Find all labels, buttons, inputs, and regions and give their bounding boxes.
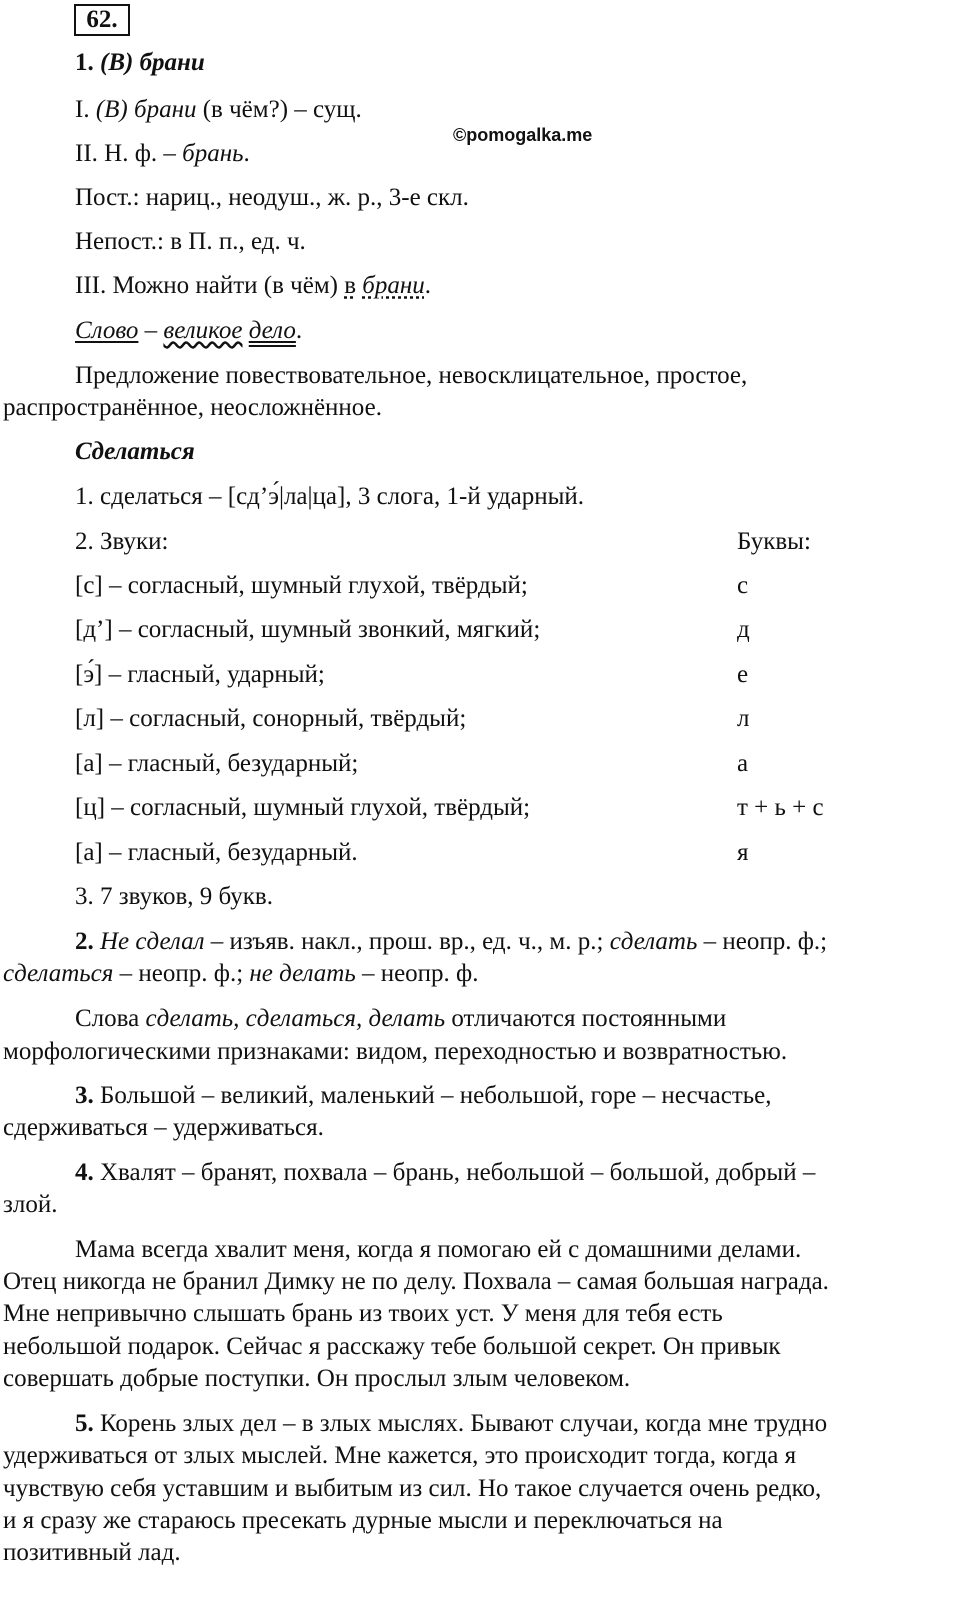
section5-line-1 [75, 1409, 827, 1439]
phonetic-heading [75, 437, 195, 467]
section3-line-1 [75, 1081, 772, 1111]
section4-text: Хвалят – бранят, похвала – брань, небольшой – большой, добрый – [93, 1159, 816, 1186]
section5-number: 5. [75, 1410, 94, 1437]
section2-word-1: Не сделал [100, 928, 205, 955]
sound-row: [л] – согласный, сонорный, твёрдый; [75, 705, 467, 732]
letter-cell: а [737, 750, 749, 777]
morph-line-1-prefix: I. [75, 96, 96, 123]
section2-paragraph-line-1 [75, 1004, 726, 1034]
section3-number: 3. [75, 1082, 94, 1109]
section2-paragraph-words: сделать, сделаться, делать [145, 1005, 446, 1032]
section2-word-3: сделаться [3, 960, 114, 987]
section2-paragraph-prefix: Слова [75, 1005, 146, 1032]
section2-number: 2. [75, 928, 94, 955]
phonetic-line-1: 1. сделаться – [сд’э́|ла|ца], 3 слога, 1-й ударный. [75, 483, 585, 510]
morph-line-1-suffix: (в чём?) – сущ. [196, 96, 362, 123]
section2-paragraph-suffix: отличаются постоянными [445, 1005, 727, 1032]
morph-line-2-prefix: II. Н. ф. – [75, 140, 183, 167]
sound-row: [а] – гласный, безударный; [75, 750, 359, 777]
morph-line-5-word: брани [362, 272, 425, 299]
section4-line-1 [75, 1158, 815, 1188]
section4-paragraph-line: Отец никогда не бранил Димку не по делу. Похвала – самая большая награда. [3, 1268, 829, 1295]
watermark: ©pomogalka.me [453, 125, 593, 145]
section2-line-1 [75, 927, 827, 957]
section1-heading-word: (В) брани [100, 49, 205, 76]
section4-line-2: злой. [3, 1191, 58, 1218]
morph-line-3: Пост.: нариц., неодуш., ж. р., 3-е скл. [75, 184, 469, 211]
parsed-sentence [75, 316, 302, 346]
section2-text-1: – изъяв. накл., прош. вр., ед. ч., м. р.; [204, 928, 610, 955]
sound-row: [с] – согласный, шумный глухой, твёрдый; [75, 572, 528, 599]
section5-line: и я сразу же стараюсь пресекать дурные мысли и переключаться на [3, 1507, 723, 1534]
section5-line: чувствую себя уставшим и выбитым из сил. Но такое случается очень редко, [3, 1475, 822, 1502]
section5-line: позитивный лад. [3, 1539, 181, 1566]
morph-line-5-preposition: в [344, 272, 357, 299]
sentence-dash: – [138, 317, 164, 344]
section4-number: 4. [75, 1159, 94, 1186]
exercise-number: 62. [74, 4, 130, 36]
sentence-predicate: дело [248, 317, 296, 344]
section1-number: 1. [75, 49, 94, 76]
section5-line: удерживаться от злых мыслей. Мне кажется, это происходит тогда, когда я [3, 1442, 797, 1469]
letter-cell: д [737, 616, 750, 643]
section2-text-2: – неопр. ф.; [697, 928, 828, 955]
sound-row: [э́] – гласный, ударный; [75, 661, 325, 688]
section4-paragraph-line: Мама всегда хвалит меня, когда я помогаю ей с домашними делами. [75, 1236, 802, 1263]
sound-row: [ц] – согласный, шумный глухой, твёрдый; [75, 794, 531, 821]
section3-text: Большой – великий, маленький – небольшой, горе – несчастье, [93, 1082, 772, 1109]
section2-line-2 [3, 959, 479, 989]
sentence-subject: Слово [75, 317, 139, 344]
section3-line-2: сдерживаться – удерживаться. [3, 1114, 324, 1141]
sentence-description-line-1: Предложение повествовательное, невосклицательное, простое, [75, 362, 748, 389]
section4-paragraph-line: Мне непривычно слышать брань из твоих уст. У меня для тебя есть [3, 1300, 723, 1327]
morph-line-5-prefix: III. Можно найти (в чём) [75, 272, 345, 299]
morph-line-1-word: (В) брани [95, 96, 197, 123]
morph-line-2-word: брань [182, 140, 244, 167]
section2-word-4: не делать [249, 960, 356, 987]
sounds-label: 2. Звуки: [75, 528, 169, 555]
morph-line-4: Непост.: в П. п., ед. ч. [75, 228, 306, 255]
section1-heading [75, 48, 205, 78]
letters-label: Буквы: [737, 528, 811, 555]
section2-word-2: сделать [609, 928, 698, 955]
sound-row: [а] – гласный, безударный. [75, 839, 358, 866]
section4-paragraph-line: совершать добрые поступки. Он прослыл злым человеком. [3, 1365, 631, 1392]
morph-line-2 [75, 139, 250, 169]
morph-line-2-suffix: . [243, 140, 250, 167]
sound-row: [д’] – согласный, шумный звонкий, мягкий; [75, 616, 541, 643]
section2-paragraph-line-2: морфологическими признаками: видом, переходностью и возвратностью. [3, 1038, 788, 1065]
section2-text-3: – неопр. ф.; [113, 960, 250, 987]
section2-text-4: – неопр. ф. [355, 960, 479, 987]
letter-cell: с [737, 572, 749, 599]
letter-cell: я [737, 839, 749, 866]
letter-cell: т + ь + с [737, 794, 824, 821]
sentence-period: . [295, 317, 303, 344]
morph-line-5 [75, 271, 431, 301]
morph-line-5-suffix: . [424, 272, 432, 299]
sentence-description-line-2: распространённое, неосложнённое. [3, 394, 382, 421]
phonetic-heading-word: Сделаться [75, 438, 195, 465]
letter-cell: л [737, 705, 750, 732]
section5-text: Корень злых дел – в злых мыслях. Бывают случаи, когда мне трудно [93, 1410, 828, 1437]
sentence-attribute: великое [163, 317, 243, 344]
letter-cell: е [737, 661, 749, 688]
phonetic-total: 3. 7 звуков, 9 букв. [75, 883, 273, 910]
section4-paragraph-line: небольшой подарок. Сейчас я расскажу тебе большой секрет. Он привык [3, 1333, 781, 1360]
morph-line-1 [75, 95, 362, 125]
